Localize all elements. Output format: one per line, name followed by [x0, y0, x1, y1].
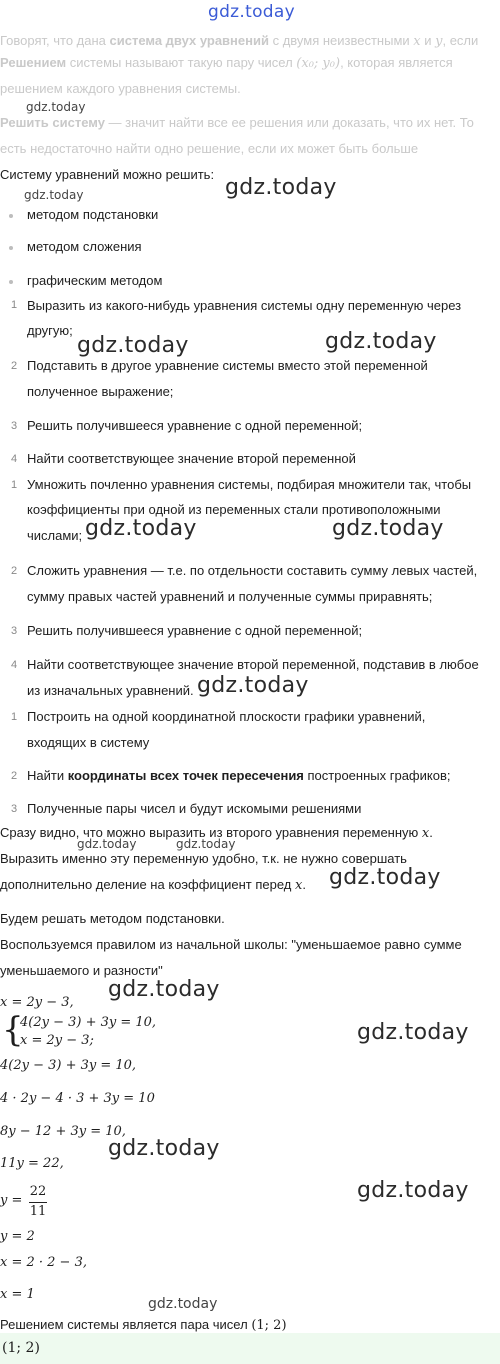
- solution-paragraph: уменьшаемого и разности": [0, 963, 163, 978]
- watermark: gdz.today: [197, 673, 309, 698]
- equation: y =: [0, 1193, 23, 1208]
- method-item: методом сложения: [27, 239, 142, 254]
- watermark: gdz.today: [77, 837, 137, 851]
- equation: x = 1: [0, 1287, 35, 1302]
- step-number: 3: [11, 420, 18, 432]
- equation: 4(2y − 3) + 3y = 10,: [20, 1015, 157, 1030]
- watermark: gdz.today: [24, 188, 84, 202]
- step-text: Найти соответствующее значение второй переменной, подставив в любое: [27, 657, 479, 672]
- bullet-icon: [9, 214, 13, 218]
- step-text: Найти координаты всех точек пересечения построенных графиков;: [27, 768, 451, 783]
- equation: x = 2y − 3;: [20, 1033, 94, 1048]
- system-brace: {: [2, 1010, 24, 1050]
- solution-paragraph: дополнительно деление на коэффициент перед x.: [0, 877, 306, 893]
- answer-box: [0, 1333, 500, 1364]
- step-number: 2: [11, 770, 18, 782]
- solution-paragraph: Будем решать методом подстановки.: [0, 911, 225, 926]
- result-text: Решением системы является пара чисел (1; 2): [0, 1317, 287, 1333]
- watermark: gdz.today: [325, 329, 437, 354]
- watermark: gdz.today: [108, 977, 220, 1002]
- step-text: полученное выражение;: [27, 384, 174, 399]
- step-text: числами;: [27, 528, 83, 543]
- step-number: 1: [11, 711, 18, 723]
- step-text: входящих в систему: [27, 735, 150, 750]
- equation: x = 2 · 2 − 3,: [0, 1255, 87, 1270]
- answer: (1; 2): [2, 1340, 40, 1356]
- step-text: из изначальных уравнений.: [27, 683, 194, 698]
- step-text: коэффициенты при одной из переменных стали противоположными: [27, 502, 441, 517]
- bullet-icon: [9, 280, 13, 284]
- intro-line-2: Решением системы называют такую пару чисел (x₀; y₀), которая является: [0, 55, 453, 71]
- step-text: Умножить почленно уравнения системы, подбирая множители так, чтобы: [27, 477, 472, 492]
- step-number: 1: [11, 479, 18, 491]
- watermark: gdz.today: [26, 100, 86, 114]
- watermark: gdz.today: [176, 837, 236, 851]
- bullet-icon: [9, 246, 13, 250]
- step-text: Сложить уравнения — т.е. по отдельности составить сумму левых частей,: [27, 563, 478, 578]
- step-number: 1: [11, 299, 18, 311]
- intro-line-4: Решить систему — значит найти все ее решения или доказать, что их нет. То: [0, 115, 474, 130]
- step-number: 2: [11, 565, 18, 577]
- watermark: gdz.today: [148, 1296, 218, 1312]
- solution-paragraph: Выразить именно эту переменную удобно, т.к. не нужно совершать: [0, 851, 407, 866]
- equation: 4 · 2y − 4 · 3 + 3y = 10: [0, 1091, 155, 1106]
- step-text: Полученные пары чисел и будут искомыми решениями: [27, 801, 362, 816]
- step-text: Подставить в другое уравнение системы вместо этой переменной: [27, 358, 428, 373]
- intro-line-1: Говорят, что дана система двух уравнений с двумя неизвестными x и y, если: [0, 33, 479, 49]
- step-number: 3: [11, 803, 18, 815]
- watermark: gdz.today: [357, 1020, 469, 1045]
- fraction-line: [29, 1202, 47, 1203]
- equation: 8y − 12 + 3y = 10,: [0, 1124, 126, 1139]
- step-text: Решить получившееся уравнение с одной переменной;: [27, 623, 363, 638]
- step-text: сумму правых частей уравнений и полученные суммы приравнять;: [27, 589, 433, 604]
- step-number: 4: [11, 453, 18, 465]
- method-item: графическим методом: [27, 273, 163, 288]
- step-text: Решить получившееся уравнение с одной переменной;: [27, 418, 363, 433]
- equation: x = 2y − 3,: [0, 995, 74, 1010]
- step-text: Выразить из какого-нибудь уравнения системы одну переменную через: [27, 298, 462, 313]
- solution-paragraph: Воспользуемся правилом из начальной школы: "уменьшаемое равно сумме: [0, 937, 462, 952]
- solution-paragraph: Сразу видно, что можно выразить из второго уравнения переменную x.: [0, 825, 433, 841]
- step-text: Построить на одной координатной плоскости графики уравнений,: [27, 709, 426, 724]
- step-number: 2: [11, 360, 18, 372]
- intro-line-3: решением каждого уравнения системы.: [0, 81, 241, 96]
- fraction-numerator: 22: [29, 1184, 47, 1199]
- watermark: gdz.today: [225, 175, 337, 200]
- equation: y = 2: [0, 1229, 35, 1244]
- fraction-denominator: 11: [29, 1204, 47, 1219]
- step-text: Найти соответствующее значение второй переменной: [27, 451, 356, 466]
- watermark: gdz.today: [332, 516, 444, 541]
- methods-heading: Систему уравнений можно решить:: [0, 167, 215, 182]
- step-number: 3: [11, 625, 18, 637]
- equation: 4(2y − 3) + 3y = 10,: [0, 1058, 137, 1073]
- watermark-top: gdz.today: [208, 2, 295, 22]
- step-number: 4: [11, 659, 18, 671]
- watermark: gdz.today: [357, 1178, 469, 1203]
- watermark: gdz.today: [329, 865, 441, 890]
- watermark: gdz.today: [85, 516, 197, 541]
- step-text: другую;: [27, 323, 73, 338]
- watermark: gdz.today: [77, 333, 189, 358]
- method-item: методом подстановки: [27, 207, 159, 222]
- intro-line-5: есть недостаточно найти одно решение, если их может быть больше: [0, 141, 419, 156]
- watermark: gdz.today: [108, 1136, 220, 1161]
- equation: 11y = 22,: [0, 1156, 64, 1171]
